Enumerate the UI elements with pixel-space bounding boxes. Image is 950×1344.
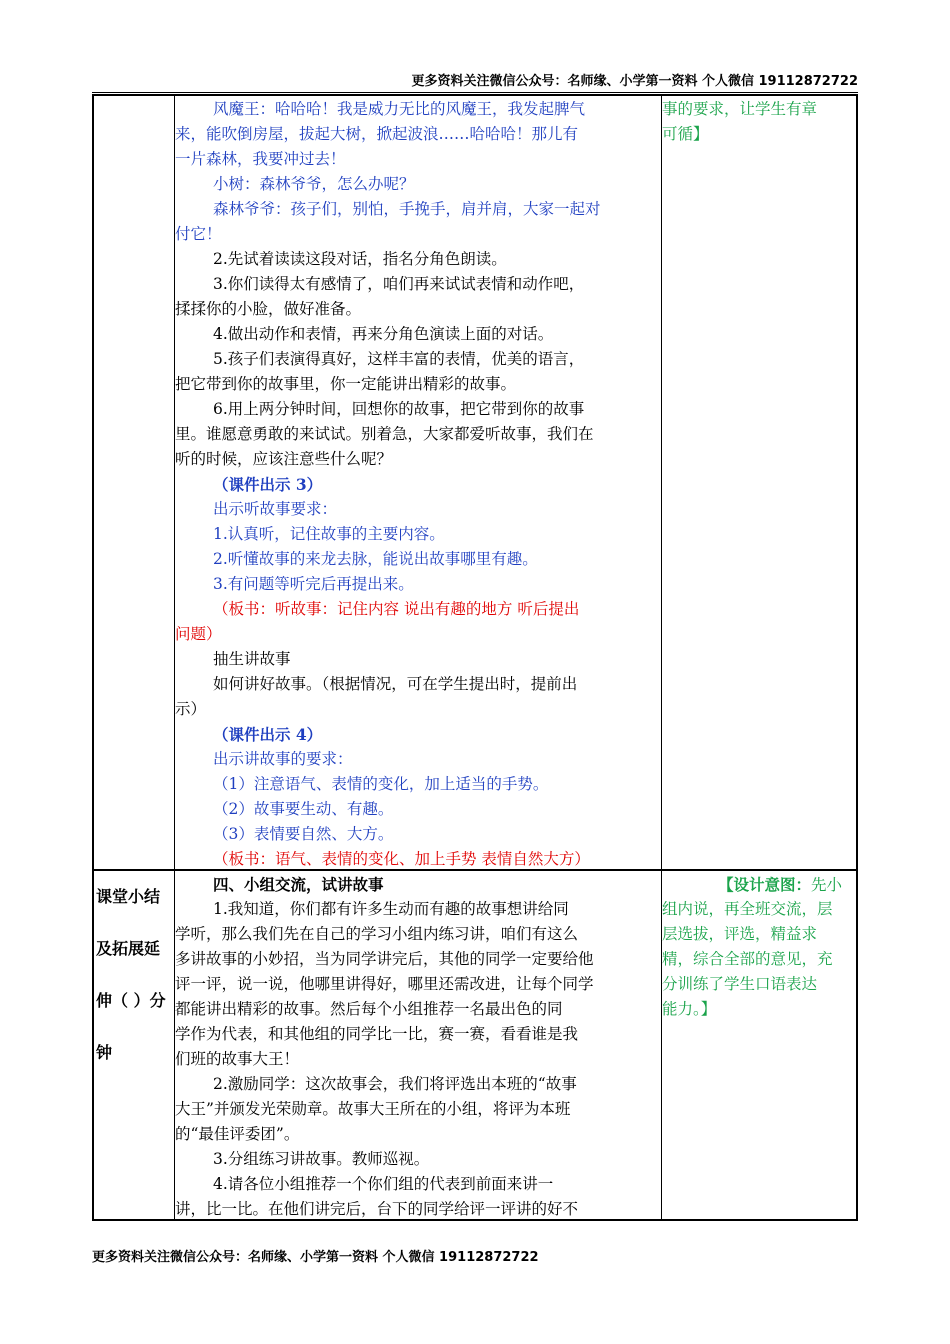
step-text: 如何讲好故事。（根据情况，可在学生提出时，提前出 bbox=[213, 675, 578, 693]
header-divider bbox=[92, 92, 858, 93]
step-text: 听的时候，应该注意些什么呢？ bbox=[175, 450, 393, 468]
requirement-item: （2）故事要生动、有趣。 bbox=[213, 800, 394, 818]
requirement-heading: 出示听故事要求： bbox=[213, 500, 338, 518]
design-intent-text: 可循】 bbox=[662, 125, 709, 143]
page-header: 更多资料关注微信公众号：名师缘、小学第一资料 个人微信 19112872722 bbox=[411, 74, 858, 89]
column-divider bbox=[661, 96, 662, 1219]
dialogue-line: 付它！ bbox=[175, 225, 222, 243]
row2-intent-cell bbox=[662, 872, 858, 1022]
dialogue-line: 风魔王：哈哈哈！我是威力无比的风魔王，我发起脾气 bbox=[213, 100, 586, 118]
step-text: 3.分组练习讲故事。教师巡视。 bbox=[213, 1150, 430, 1168]
step-text: 6.用上两分钟时间，回想你的故事，把它带到你的故事 bbox=[213, 400, 585, 418]
blackboard-note: （板书：语气、表情的变化、加上手势 表情自然大方） bbox=[213, 850, 590, 868]
design-intent-text: 组内说，再全班交流，层 bbox=[662, 900, 833, 918]
step-text: 大王”并颁发光荣勋章。故事大王所在的小组，将评为本班 bbox=[175, 1100, 571, 1118]
step-text: 都能讲出精彩的故事。然后每个小组推荐一名最出色的同 bbox=[175, 1000, 563, 1018]
lesson-table bbox=[92, 94, 858, 1221]
step-text: 示） bbox=[175, 700, 207, 718]
requirement-item: 2.听懂故事的来龙去脉，能说出故事哪里有趣。 bbox=[213, 550, 538, 568]
dialogue-line: 一片森林，我要冲过去！ bbox=[175, 150, 346, 168]
design-intent-text bbox=[662, 872, 858, 897]
section-label: 钟 bbox=[96, 1043, 113, 1062]
requirement-item: （3）表情要自然、大方。 bbox=[213, 825, 394, 843]
step-text: 抽生讲故事 bbox=[213, 650, 291, 668]
section-heading: 四、小组交流，试讲故事 bbox=[213, 875, 384, 894]
row2-content-cell bbox=[175, 872, 661, 1222]
step-text: 学听，那么我们先在自己的学习小组内练习讲，咱们有这么 bbox=[175, 925, 579, 943]
step-text: 多讲故事的小妙招，当为同学讲完后，其他的同学一定要给他 bbox=[175, 950, 594, 968]
blackboard-note: （板书：听故事：记住内容 说出有趣的地方 听后提出 bbox=[213, 600, 580, 618]
step-text: 5.孩子们表演得真好，这样丰富的表情，优美的语言， bbox=[213, 350, 585, 368]
step-text: 2.先试着读读这段对话，指名分角色朗读。 bbox=[213, 250, 507, 268]
requirement-item: （1）注意语气、表情的变化，加上适当的手势。 bbox=[213, 775, 549, 793]
dialogue-line: 森林爷爷：孩子们，别怕，手挽手，肩并肩，大家一起对 bbox=[213, 200, 601, 218]
step-text: 们班的故事大王！ bbox=[175, 1050, 300, 1068]
requirement-item: 1.认真听，记住故事的主要内容。 bbox=[213, 525, 445, 543]
section-label: 课堂小结 bbox=[96, 887, 161, 906]
design-intent-text: 能力。】 bbox=[662, 1000, 717, 1018]
step-text: 学作为代表，和其他组的同学比一比，赛一赛，看看谁是我 bbox=[175, 1025, 579, 1043]
design-intent-text: 分训练了学生口语表达 bbox=[662, 975, 818, 993]
requirement-heading: 出示讲故事的要求： bbox=[213, 750, 353, 768]
page-footer: 更多资料关注微信公众号：名师缘、小学第一资料 个人微信 19112872722 bbox=[92, 1250, 539, 1265]
design-intent-text: 事的要求，让学生有章 bbox=[662, 100, 818, 118]
section-label: 及拓展延 bbox=[96, 939, 161, 958]
step-text: 1.我知道，你们都有许多生动而有趣的故事想讲给同 bbox=[213, 900, 569, 918]
step-text: 讲，比一比。在他们讲完后，台下的同学给评一评讲的好不 bbox=[175, 1200, 579, 1218]
design-intent-text: 层选拔，评选，精益求 bbox=[662, 925, 818, 943]
step-text: 3.你们读得太有感情了，咱们再来试试表情和动作吧， bbox=[213, 275, 585, 293]
courseware-note: （课件出示 3） bbox=[213, 475, 323, 494]
step-text: 2.激励同学：这次故事会，我们将评选出本班的“故事 bbox=[213, 1075, 577, 1093]
design-intent-text: 先小 bbox=[811, 876, 843, 894]
step-text: 的“最佳评委团”。 bbox=[175, 1125, 300, 1143]
design-intent-text: 精，综合全部的意见，充 bbox=[662, 950, 833, 968]
step-text: 揉揉你的小脸，做好准备。 bbox=[175, 300, 362, 318]
row1-content-cell bbox=[175, 97, 661, 872]
step-text: 评一评，说一说，他哪里讲得好，哪里还需改进，让每个同学 bbox=[175, 975, 594, 993]
courseware-note: （课件出示 4） bbox=[213, 725, 323, 744]
blackboard-note: 问题） bbox=[175, 625, 222, 643]
step-text: 4.请各位小组推荐一个你们组的代表到前面来讲一 bbox=[213, 1175, 554, 1193]
section-label: 伸（ ）分 bbox=[96, 991, 166, 1010]
row1-intent-cell bbox=[662, 97, 858, 147]
design-intent-title: 【设计意图： bbox=[718, 875, 812, 894]
requirement-item: 3.有问题等听完后再提出来。 bbox=[213, 575, 414, 593]
step-text: 里。谁愿意勇敢的来试试。别着急，大家都爱听故事，我们在 bbox=[175, 425, 594, 443]
section-label-cell bbox=[94, 871, 174, 1079]
dialogue-line: 小树：森林爷爷，怎么办呢？ bbox=[213, 175, 415, 193]
dialogue-line: 来，能吹倒房屋，拔起大树，掀起波浪……哈哈哈！那儿有 bbox=[175, 125, 579, 143]
step-text: 把它带到你的故事里，你一定能讲出精彩的故事。 bbox=[175, 375, 517, 393]
step-text: 4.做出动作和表情，再来分角色演读上面的对话。 bbox=[213, 325, 554, 343]
